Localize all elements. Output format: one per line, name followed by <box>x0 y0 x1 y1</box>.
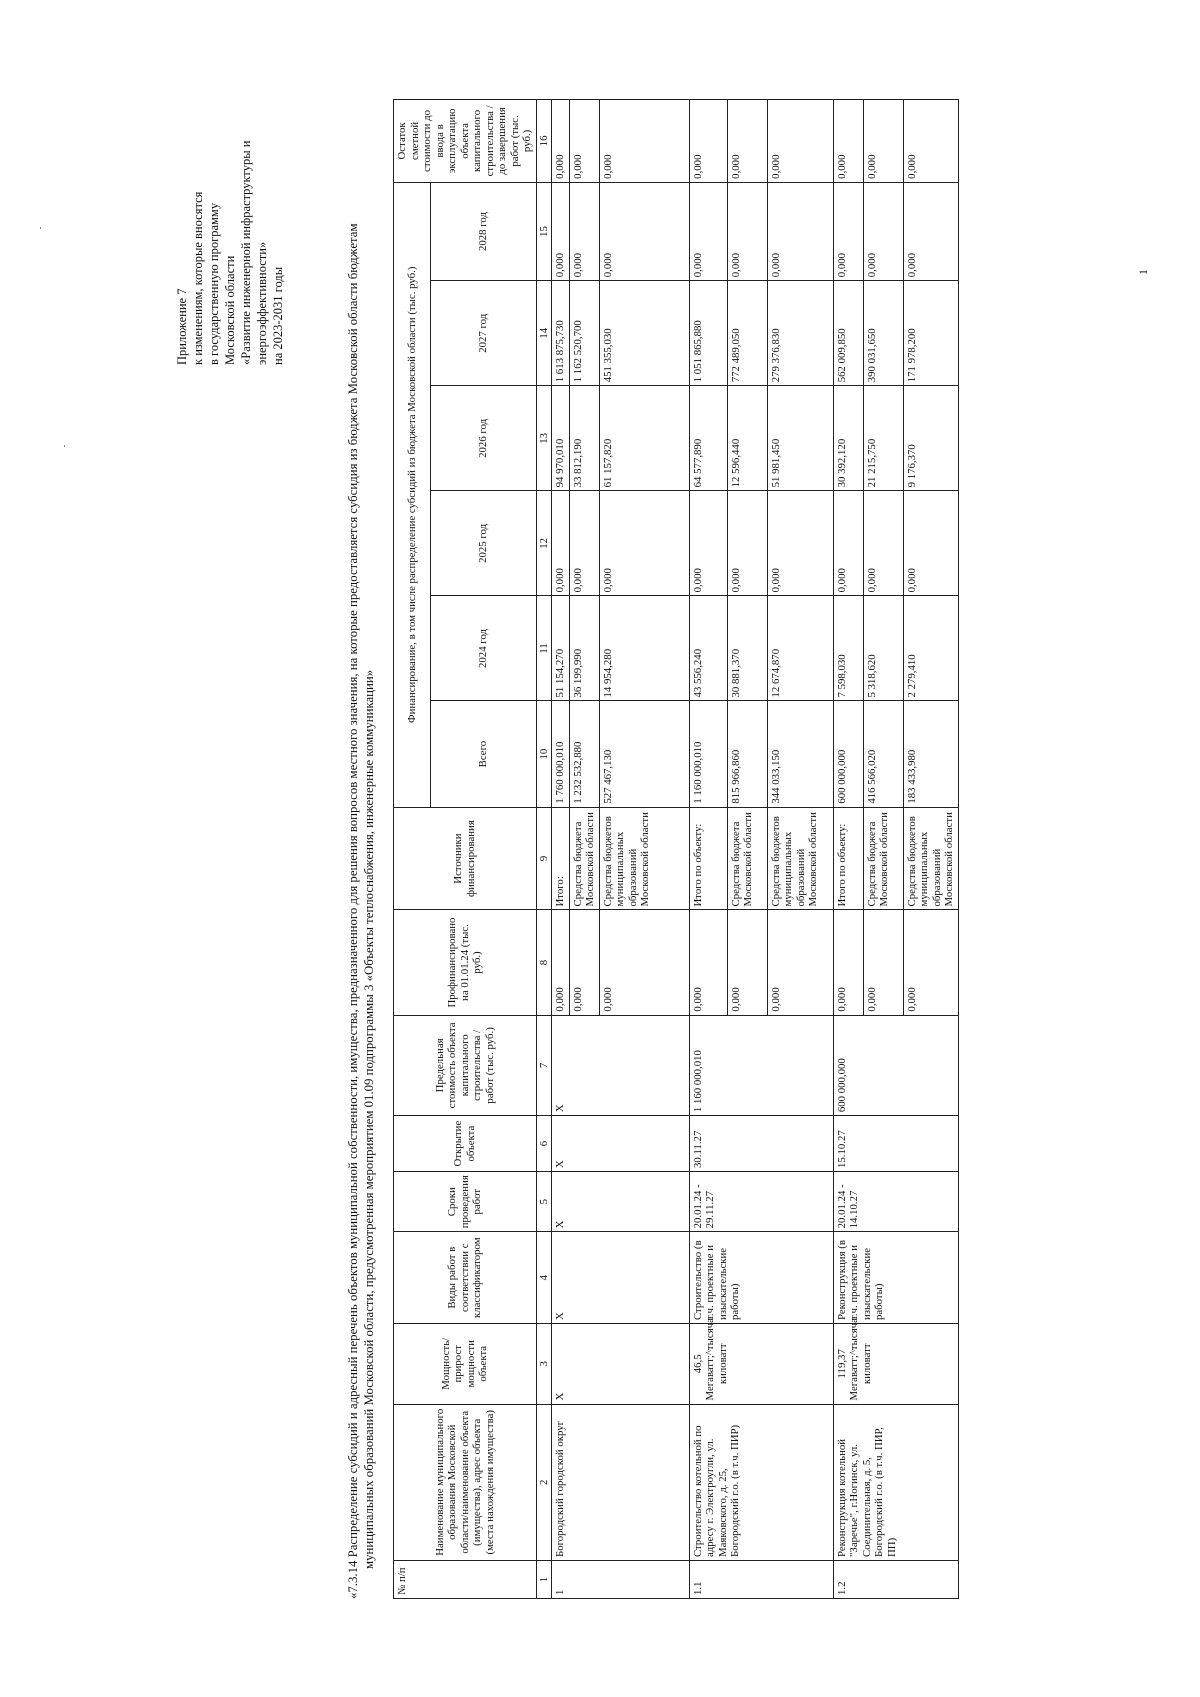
value-2027: 451 355,030 <box>599 281 689 386</box>
column-number: 16 <box>536 100 552 183</box>
header-opening: Открытие объекта <box>394 1116 537 1172</box>
value-2024: 5 318,620 <box>863 596 903 701</box>
appendix-line: Приложение 7 <box>175 288 189 365</box>
work-types: Строительство (в т.ч. проектные и изыскательские работы) <box>689 1232 833 1324</box>
header-cost-limit: Предельная стоимость объекта капитального строительства / работ (тыс. руб.) <box>394 1015 537 1116</box>
funding-source: Средства бюджетов муниципальных образований Московской области <box>599 807 689 910</box>
value-2025: 0,000 <box>689 491 727 596</box>
value-2027: 1 613 875,730 <box>552 281 570 386</box>
remaining-value: 0,000 <box>727 100 767 183</box>
value-2026: 61 157,820 <box>599 386 689 491</box>
row-number: 1.1 <box>689 1561 833 1599</box>
column-number: 10 <box>536 701 552 807</box>
opening-date: 15.10.27 <box>833 1116 958 1172</box>
prefinanced-value: 0,000 <box>569 910 599 1015</box>
object-name: Реконструкция котельной "Заречье", г.Ногинск, ул. Соединительная, д. 5, Богородский г.о. (в т.ч. ПИР, ПП) <box>833 1404 958 1560</box>
total-value: 1 760 000,010 <box>552 701 570 807</box>
remaining-value: 0,000 <box>689 100 727 183</box>
object-name: Строительство котельной по адресу г. Электроугли, ул. Маяковского, д. 25, Богородский г.о. (в т.ч. ПИР) <box>689 1404 833 1560</box>
total-value: 600 000,000 <box>833 701 863 807</box>
value-2027: 1 162 520,700 <box>569 281 599 386</box>
work-types: Реконструкция (в т.ч. проектные и изыскательские работы) <box>833 1232 958 1324</box>
funding-source: Средства бюджетов муниципальных образований Московской области <box>903 807 958 910</box>
total-value: 344 033,150 <box>767 701 833 807</box>
prefinanced-value: 0,000 <box>727 910 767 1015</box>
remaining-value: 0,000 <box>903 100 958 183</box>
prefinanced-value: 0,000 <box>833 910 863 1015</box>
value-2024: 43 556,240 <box>689 596 727 701</box>
value-2028: 0,000 <box>569 182 599 280</box>
funding-source: Средства бюджета Московской области <box>569 807 599 910</box>
opening-date: 30.11.27 <box>689 1116 833 1172</box>
work-terms: X <box>552 1172 690 1232</box>
header-terms: Сроки проведения работ <box>394 1172 537 1232</box>
header-sources: Источники финансирования <box>394 807 537 910</box>
column-number: 15 <box>536 182 552 280</box>
value-2026: 33 812,190 <box>569 386 599 491</box>
header-prefinanced: Профинансировано на 01.01.24 (тыс. руб.) <box>394 910 537 1015</box>
header-financing: Финансирование, в том числе распределение субсидий из бюджета Московской области (тыс. руб.) <box>394 182 431 807</box>
table-row <box>689 100 727 1599</box>
column-number: 6 <box>536 1116 552 1172</box>
value-2027: 279 376,830 <box>767 281 833 386</box>
funding-source: Средства бюджета Московской области <box>863 807 903 910</box>
header-total: Всего <box>430 701 536 807</box>
total-value: 815 966,860 <box>727 701 767 807</box>
row-number: 1.2 <box>833 1561 958 1599</box>
remaining-value: 0,000 <box>552 100 570 183</box>
value-2025: 0,000 <box>863 491 903 596</box>
column-number: 9 <box>536 807 552 910</box>
total-value: 416 566,020 <box>863 701 903 807</box>
prefinanced-value: 0,000 <box>903 910 958 1015</box>
column-number: 14 <box>536 281 552 386</box>
power-value: X <box>552 1324 690 1404</box>
power-value: 46,5 Мегаватт;^тысяча киловатт <box>689 1324 833 1404</box>
power-value: 119,37 Мегаватт;^тысяча киловатт <box>833 1324 958 1404</box>
value-2026: 21 215,750 <box>863 386 903 491</box>
cost-limit: 1 160 000,010 <box>689 1015 833 1116</box>
value-2027: 171 978,200 <box>903 281 958 386</box>
column-number: 1 <box>536 1561 552 1599</box>
appendix-line: Московской области <box>223 255 237 365</box>
total-value: 1 160 000,010 <box>689 701 727 807</box>
scan-speck <box>64 445 65 447</box>
funding-source: Итого по объекту: <box>833 807 863 910</box>
value-2024: 7 598,030 <box>833 596 863 701</box>
table-caption <box>345 149 377 1599</box>
column-number: 3 <box>536 1324 552 1404</box>
total-value: 1 232 532,880 <box>569 701 599 807</box>
value-2028: 0,000 <box>552 182 570 280</box>
appendix-line: «Развитие инженерной инфраструктуры и <box>239 140 253 365</box>
header-2025: 2025 год <box>430 491 536 596</box>
cost-limit: 600 000,000 <box>833 1015 958 1116</box>
remaining-value: 0,000 <box>569 100 599 183</box>
value-2027: 562 009,850 <box>833 281 863 386</box>
value-2026: 12 596,440 <box>727 386 767 491</box>
value-2026: 51 981,450 <box>767 386 833 491</box>
work-terms: 20.01.24 - 29.11.27 <box>689 1172 833 1232</box>
value-2025: 0,000 <box>552 491 570 596</box>
value-2025: 0,000 <box>767 491 833 596</box>
value-2027: 1 051 865,880 <box>689 281 727 386</box>
remaining-value: 0,000 <box>767 100 833 183</box>
value-2028: 0,000 <box>599 182 689 280</box>
header-2028: 2028 год <box>430 182 536 280</box>
value-2024: 51 154,270 <box>552 596 570 701</box>
value-2025: 0,000 <box>599 491 689 596</box>
value-2028: 0,000 <box>903 182 958 280</box>
prefinanced-value: 0,000 <box>863 910 903 1015</box>
prefinanced-value: 0,000 <box>599 910 689 1015</box>
column-number: 13 <box>536 386 552 491</box>
funding-source: Средства бюджетов муниципальных образований Московской области <box>767 807 833 910</box>
column-number: 2 <box>536 1404 552 1560</box>
row-number: 1 <box>552 1561 690 1599</box>
header-2026: 2026 год <box>430 386 536 491</box>
object-name: Богородский городской округ <box>552 1404 690 1560</box>
value-2026: 94 970,010 <box>552 386 570 491</box>
value-2025: 0,000 <box>569 491 599 596</box>
column-number: 8 <box>536 910 552 1015</box>
funding-source: Итого: <box>552 807 570 910</box>
caption-line-2: муниципальных образований Московской области, предусмотренная мероприятием 01.09 подпрограммы 3 «Объекты теплоснабжения, инженерные коммуникации» <box>362 669 376 1569</box>
value-2027: 390 031,650 <box>863 281 903 386</box>
column-number: 12 <box>536 491 552 596</box>
prefinanced-value: 0,000 <box>552 910 570 1015</box>
opening-date: X <box>552 1116 690 1172</box>
value-2024: 2 279,410 <box>903 596 958 701</box>
work-types: X <box>552 1232 690 1324</box>
value-2028: 0,000 <box>833 182 863 280</box>
scan-speck <box>40 227 41 229</box>
total-value: 183 433,980 <box>903 701 958 807</box>
remaining-value: 0,000 <box>863 100 903 183</box>
value-2028: 0,000 <box>689 182 727 280</box>
value-2024: 30 881,370 <box>727 596 767 701</box>
remaining-value: 0,000 <box>599 100 689 183</box>
header-number: № п/п <box>394 1561 537 1599</box>
column-number: 4 <box>536 1232 552 1324</box>
table-row <box>552 100 570 1599</box>
value-2028: 0,000 <box>767 182 833 280</box>
prefinanced-value: 0,000 <box>689 910 727 1015</box>
work-terms: 20.01.24 - 14.10.27 <box>833 1172 958 1232</box>
header-object-name: Наименование муниципального образования Московской области/наименование объекта (имущества), адрес объекта (места нахождения имущества) <box>394 1404 537 1560</box>
column-number: 7 <box>536 1015 552 1116</box>
cost-limit: X <box>552 1015 690 1116</box>
header-remaining: Остаток сметной стоимости до ввода в эксплуатацию объекта капитального строительства / до завершения работ (тыс. руб.) <box>394 100 537 183</box>
total-value: 527 467,130 <box>599 701 689 807</box>
value-2026: 30 392,120 <box>833 386 863 491</box>
page-number: 1 <box>1136 269 1150 275</box>
column-number: 11 <box>536 596 552 701</box>
funding-source: Средства бюджета Московской области <box>727 807 767 910</box>
value-2026: 9 176,370 <box>903 386 958 491</box>
prefinanced-value: 0,000 <box>767 910 833 1015</box>
header-power: Мощность/ прирост мощности объекта <box>394 1324 537 1404</box>
appendix-line: к изменениям, которые вносятся <box>191 191 205 365</box>
caption-line-1: «7.3.14 Распределение субсидий и адресный перечень объектов муниципальной собственности, имущества, предназначенного для решения вопросов местного значения, на которые предоставляется субсидия из бюджета Московской области бюджетам <box>346 223 360 1599</box>
value-2025: 0,000 <box>727 491 767 596</box>
appendix-line: на 2023-2031 годы <box>271 266 285 365</box>
value-2024: 12 674,870 <box>767 596 833 701</box>
appendix-line: энергоэффективности» <box>255 241 269 365</box>
subsidy-table <box>393 99 959 1599</box>
remaining-value: 0,000 <box>833 100 863 183</box>
value-2027: 772 489,050 <box>727 281 767 386</box>
value-2025: 0,000 <box>833 491 863 596</box>
appendix-line: в государственную программу <box>207 202 221 365</box>
value-2024: 36 199,990 <box>569 596 599 701</box>
header-2024: 2024 год <box>430 596 536 701</box>
value-2025: 0,000 <box>903 491 958 596</box>
table-row <box>833 100 863 1599</box>
header-work-types: Виды работ в соответствии с классификатором <box>394 1232 537 1324</box>
value-2028: 0,000 <box>727 182 767 280</box>
value-2028: 0,000 <box>863 182 903 280</box>
value-2026: 64 577,890 <box>689 386 727 491</box>
funding-source: Итого по объекту: <box>689 807 727 910</box>
column-number: 5 <box>536 1172 552 1232</box>
appendix-note <box>174 35 286 365</box>
header-2027: 2027 год <box>430 281 536 386</box>
value-2024: 14 954,280 <box>599 596 689 701</box>
